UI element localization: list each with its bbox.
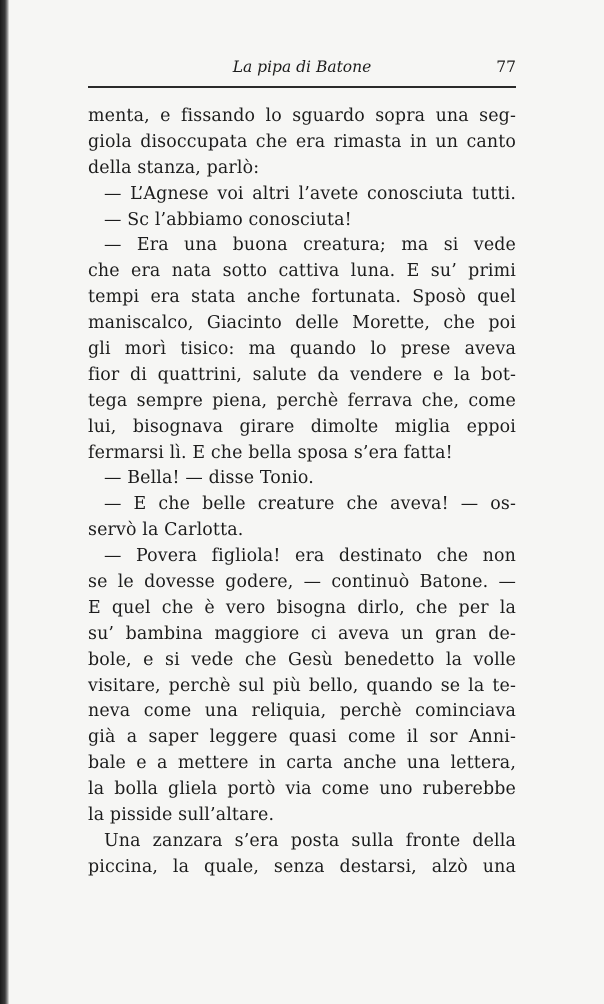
- book-spine-shadow: [0, 0, 9, 1004]
- text-line: lui, bisognava girare dimolte miglia eppoi: [88, 416, 516, 437]
- text-line: la pisside sull’altare.: [88, 805, 275, 826]
- text-line: la bolla gliela portò via come uno ruberebbe: [88, 779, 516, 800]
- text-line: se le dovesse godere, — continuò Batone. —: [88, 572, 516, 593]
- text-line: neva come una reliquia, perchè cominciava: [88, 701, 516, 722]
- text-line: servò la Carlotta.: [88, 520, 244, 541]
- text-line: E quel che è vero bisogna dirlo, che per la: [88, 597, 516, 618]
- text-line: Una zanzara s’era posta sulla fronte della: [104, 830, 516, 851]
- text-line: — Povera figliola! era destinato che non: [104, 546, 516, 567]
- text-line: piccina, la quale, senza destarsi, alzò una: [88, 856, 516, 877]
- text-line: maniscalco, Giacinto delle Morette, che poi: [88, 313, 516, 334]
- text-line: — L’Agnese voi altri l’avete conosciuta tutti.: [104, 183, 516, 204]
- body-text: [88, 104, 516, 881]
- text-line: che era nata sotto cattiva luna. E su’ primi: [88, 261, 516, 282]
- page-number: 77: [496, 58, 516, 76]
- text-line: della stanza, parlò:: [88, 157, 260, 178]
- text-line: tega sempre piena, perchè ferrava che, come: [88, 390, 516, 411]
- text-line: — Era una buona creatura; ma si vede: [104, 235, 516, 256]
- header-rule: [88, 86, 516, 88]
- text-line: tempi era stata anche fortunata. Sposò quel: [88, 287, 516, 308]
- text-line: menta, e fissando lo sguardo sopra una seg-: [88, 106, 516, 126]
- running-head: [88, 54, 516, 80]
- text-line: gli morì tisico: ma quando lo prese aveva: [88, 339, 516, 360]
- book-page: [88, 0, 516, 1004]
- text-line: — Sc l’abbiamo conosciuta!: [104, 209, 352, 230]
- text-line: — E che belle creature che aveva! — os-: [104, 494, 516, 515]
- text-line: giola disoccupata che era rimasta in un canto: [88, 131, 516, 152]
- text-line: — Bella! — disse Tonio.: [104, 468, 314, 489]
- text-line: visitare, perchè sul più bello, quando se la te-: [88, 675, 516, 696]
- text-line: bale e a mettere in carta anche una lettera,: [88, 753, 516, 774]
- text-line: fermarsi lì. E che bella sposa s’era fatta!: [88, 442, 453, 463]
- text-line: su’ bambina maggiore ci aveva un gran de-: [88, 623, 516, 644]
- text-line: bole, e si vede che Gesù benedetto la volle: [88, 649, 516, 670]
- running-title: La pipa di Batone: [232, 58, 372, 76]
- text-line: fior di quattrini, salute da vendere e la bot-: [88, 364, 516, 385]
- text-line: già a saper leggere quasi come il sor Anni-: [88, 727, 516, 748]
